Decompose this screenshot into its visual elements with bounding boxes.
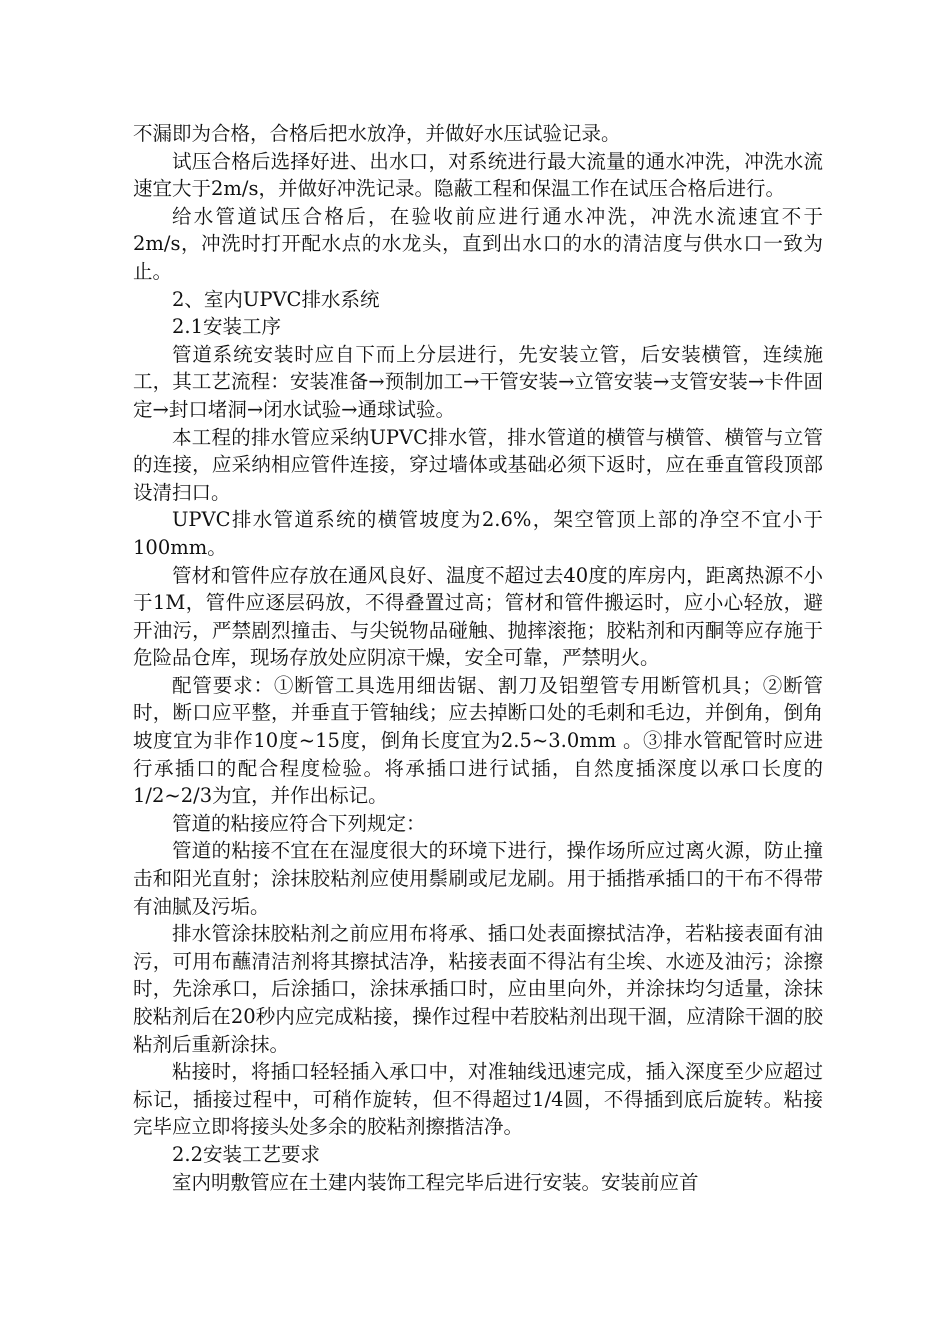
paragraph-bonding-insertion: 粘接时，将插口轻轻插入承口中，对准轴线迅速完成，插入深度至少应超过标记，插接过程中，可稍作旋转，但不得超过1/4圆，不得插到底后旋转。粘接完毕应立即将接头处多余的胶粘剂擦揩洁净。 [133, 1060, 823, 1139]
document-page [133, 120, 823, 1196]
paragraph-bonding-rules-intro: 管道的粘接应符合下列规定： [172, 811, 426, 835]
paragraph-install-process-flow: 管道系统安装时应自下而上分层进行，先安装立管，后安装横管，连续施工，其工艺流程：安装准备→预制加工→干管安装→立管安装→支管安装→卡件固定→封口堵洞→闭水试验→通球试验。 [133, 342, 823, 421]
paragraph-upvc-pipe-connection: 本工程的排水管应采纳UPVC排水管，排水管道的横管与横管、横管与立管的连接，应采纳相应管件连接，穿过墙体或基础必须下返时，应在垂直管段顶部设清扫口。 [133, 425, 823, 504]
paragraph-pipe-cutting-requirements: 配管要求：①断管工具选用细齿锯、割刀及铝塑管专用断管机具；②断管时，断口应平整，并垂直于管轴线；应去掉断口处的毛刺和毛边，并倒角，倒角坡度宜为非作10度~15度，倒角长度宜为2.5~3.0mm 。③排水管配管时应进行承插口的配合程度检验。将承插口进行试插，自然度插深度以承口长度的1/2~2/3为宜，并作出标记。 [133, 673, 823, 808]
paragraph-flush-after-pressure-test: 试压合格后选择好进、出水口，对系统进行最大流量的通水冲洗，冲洗水流速宜大于2m/s，并做好冲洗记录。隐蔽工程和保温工作在试压合格后进行。 [133, 149, 823, 201]
paragraph-adhesive-application: 排水管涂抹胶粘剂之前应用布将承、插口处表面擦拭洁净，若粘接表面有油污，可用布蘸清洁剂将其擦拭洁净，粘接表面不得沾有尘埃、水迹及油污；涂擦时，先涂承口，后涂插口，涂抹承插口时，应由里向外，并涂抹均匀适量，涂抹胶粘剂后在20秒内应完成粘接，操作过程中若胶粘剂出现干涸，应清除干涸的胶粘剂后重新涂抹。 [133, 922, 823, 1056]
subsection-heading-install-procedure: 2.1安装工序 [172, 315, 282, 339]
subsection-heading-install-requirements: 2.2安装工艺要求 [172, 1142, 321, 1166]
paragraph-bonding-environment: 管道的粘接不宜在在湿度很大的环境下进行，操作场所应过离火源，防止撞击和阳光直射；涂抹胶粘剂应使用鬃刷或尼龙刷。用于插揩承插口的干布不得带有油腻及污垢。 [133, 839, 823, 918]
paragraph-water-supply-flush: 给水管道试压合格后，在验收前应进行通水冲洗，冲洗水流速宜不于2m/s，冲洗时打开配水点的水龙头，直到出水口的水的清洁度与供水口一致为止。 [133, 204, 823, 283]
paragraph-exposed-pipe-install: 室内明敷管应在土建内装饰工程完毕后进行安装。安装前应首 [172, 1170, 699, 1194]
paragraph-pipe-slope: UPVC排水管道系统的横管坡度为2.6%，架空管顶上部的净空不宜小于100mm。 [133, 508, 823, 559]
paragraph-water-pressure-end: 不漏即为合格，合格后把水放净，并做好水压试验记录。 [133, 122, 621, 145]
paragraph-material-storage: 管材和管件应存放在通风良好、温度不超过去40度的库房内，距离热源不小于1M，管件应逐层码放，不得叠置过高；管材和管件搬运时，应小心轻放，避开油污，严禁剧烈撞击、与尖锐物品碰触、抛摔滚拖；胶粘剂和丙酮等应存施于危险品仓库，现场存放处应阴凉干燥，安全可靠，严禁明火。 [133, 563, 823, 670]
section-heading-upvc-drainage: 2、室内UPVC排水系统 [172, 287, 380, 311]
